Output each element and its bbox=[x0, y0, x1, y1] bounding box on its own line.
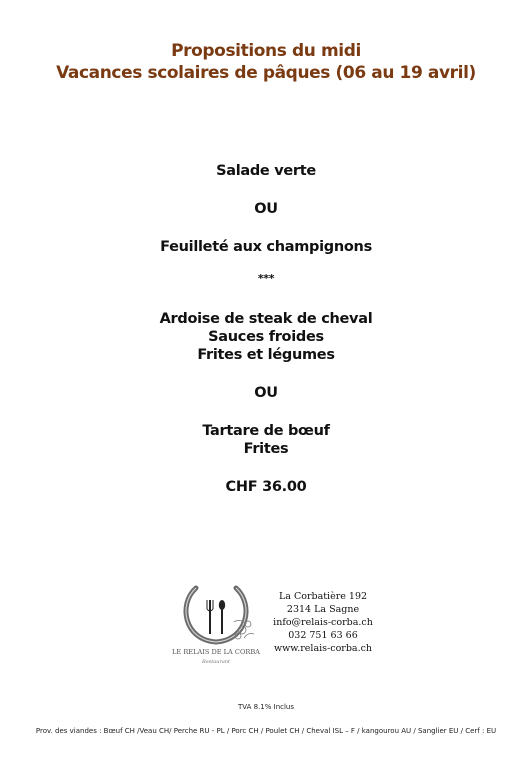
menu-main-1-line-1: Ardoise de steak de cheval bbox=[159, 311, 373, 327]
menu bbox=[0, 162, 532, 516]
menu-price: CHF 36.00 bbox=[225, 479, 307, 495]
menu-main-1 bbox=[0, 310, 532, 364]
menu-main-1-line-3: Frites et légumes bbox=[197, 347, 335, 363]
menu-separator: *** bbox=[257, 272, 275, 285]
menu-main-1-line-2: Sauces froides bbox=[208, 329, 324, 345]
horseshoe-logo-icon bbox=[166, 582, 266, 666]
logo-tagline: Restaurant bbox=[201, 659, 231, 665]
address-block bbox=[268, 590, 378, 655]
menu-starter-1: Salade verte bbox=[216, 163, 316, 179]
menu-main-2 bbox=[0, 422, 532, 458]
page-title bbox=[0, 40, 532, 84]
menu-or-2: OU bbox=[254, 385, 278, 401]
website-link[interactable]: www.relais-corba.ch bbox=[273, 643, 373, 654]
restaurant-logo bbox=[166, 582, 266, 666]
menu-or-1: OU bbox=[254, 201, 278, 217]
email-link[interactable]: info@relais-corba.ch bbox=[273, 617, 373, 628]
logo-name: LE RELAIS DE LA CORBA bbox=[172, 648, 260, 656]
menu-main-2-line-2: Frites bbox=[243, 441, 289, 457]
menu-main-2-line-1: Tartare de bœuf bbox=[202, 423, 330, 439]
menu-starter-2: Feuilleté aux champignons bbox=[160, 239, 372, 255]
phone-number: 032 751 63 66 bbox=[288, 630, 358, 641]
meat-provenance-note: Prov. des viandes : Bœuf CH /Veau CH/ Perche RU - PL / Porc CH / Poulet CH / Cheval ISL – F / kangourou AU / Sanglier EU / Cerf : EU bbox=[35, 727, 497, 735]
tva-note: TVA 8.1% Inclus bbox=[237, 703, 295, 711]
title-line-1: Propositions du midi bbox=[171, 41, 361, 61]
address-street: La Corbatière 192 bbox=[278, 591, 368, 602]
title-line-2: Vacances scolaires de pâques (06 au 19 avril) bbox=[56, 63, 476, 83]
address-city: 2314 La Sagne bbox=[286, 604, 360, 615]
